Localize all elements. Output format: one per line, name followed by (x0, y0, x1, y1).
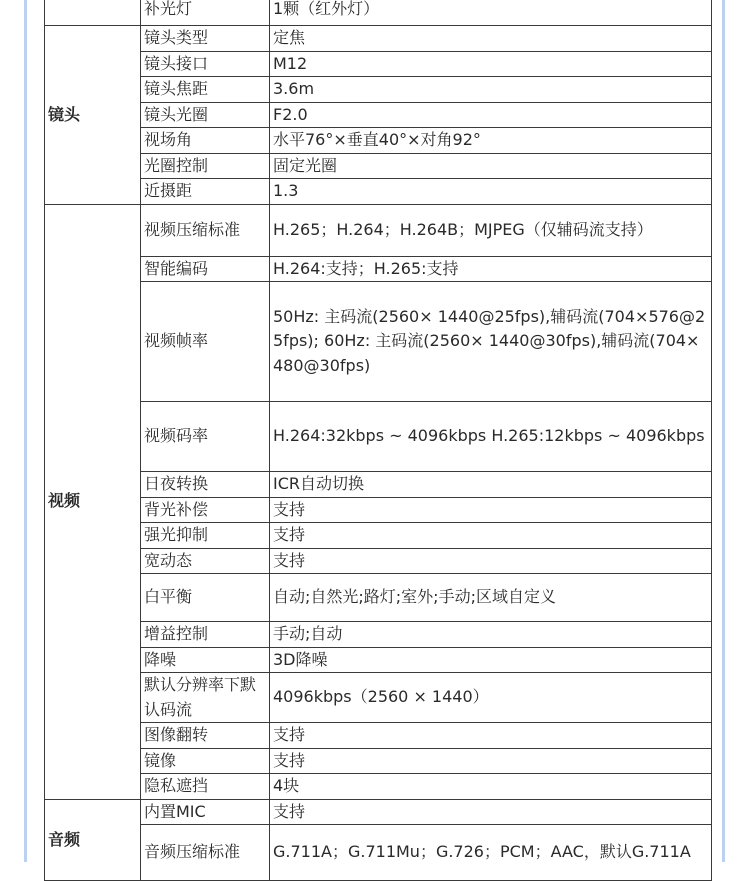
spec-row (45, 574, 712, 622)
row-value: 支持 (270, 748, 712, 774)
row-label: 默认分辨率下默认码流 (141, 673, 270, 723)
row-label: 图像翻转 (141, 723, 270, 749)
row-value: 自动;自然光;路灯;室外;手动;区域自定义 (270, 574, 712, 622)
spec-row (45, 128, 712, 154)
row-label: 内置MIC (141, 799, 270, 825)
row-value: 支持 (270, 548, 712, 574)
row-value: 水平76°×垂直40°×对角92° (270, 128, 712, 154)
row-label: 降噪 (141, 647, 270, 673)
row-value: 4块 (270, 774, 712, 800)
spec-row (45, 0, 712, 26)
row-label: 隐私遮挡 (141, 774, 270, 800)
row-label: 增益控制 (141, 622, 270, 648)
row-value: F2.0 (270, 102, 712, 128)
row-label: 背光补偿 (141, 497, 270, 523)
row-label: 视场角 (141, 128, 270, 154)
row-value: H.265；H.264；H.264B；MJPEG（仅辅码流支持） (270, 204, 712, 256)
row-value: 1颗（红外灯） (270, 0, 712, 26)
spec-row (45, 622, 712, 648)
row-value: 50Hz: 主码流(2560× 1440@25fps),辅码流(704×576@25fps); 60Hz: 主码流(2560× 1440@30fps),辅码流(704×480@30fps) (270, 282, 712, 402)
spec-row (45, 647, 712, 673)
spec-row (45, 256, 712, 282)
spec-row (45, 204, 712, 256)
spec-row (45, 548, 712, 574)
row-label: 光圈控制 (141, 153, 270, 179)
spec-row (45, 497, 712, 523)
spec-row (45, 748, 712, 774)
row-value: 固定光圈 (270, 153, 712, 179)
row-label: 白平衡 (141, 574, 270, 622)
spec-row (45, 799, 712, 825)
spec-row (45, 77, 712, 103)
spec-row (45, 472, 712, 498)
right-border-line (722, 0, 725, 862)
row-label: 镜头光圈 (141, 102, 270, 128)
spec-row (45, 723, 712, 749)
spec-row (45, 26, 712, 52)
row-value: H.264:支持；H.265:支持 (270, 256, 712, 282)
spec-row (45, 179, 712, 205)
section-title-lens: 镜头 (45, 26, 141, 205)
row-value: M12 (270, 51, 712, 77)
spec-row (45, 102, 712, 128)
row-label: 宽动态 (141, 548, 270, 574)
row-value: 支持 (270, 723, 712, 749)
section-title-video: 视频 (45, 204, 141, 799)
spec-row (45, 402, 712, 472)
row-label: 智能编码 (141, 256, 270, 282)
row-label: 强光抑制 (141, 523, 270, 549)
row-label: 视频帧率 (141, 282, 270, 402)
spec-row (45, 523, 712, 549)
left-border-line (24, 0, 27, 862)
spec-row (45, 153, 712, 179)
row-value: H.264:32kbps ~ 4096kbps H.265:12kbps ~ 4096kbps (270, 402, 712, 472)
row-value: 支持 (270, 497, 712, 523)
row-label: 近摄距 (141, 179, 270, 205)
row-label: 镜头焦距 (141, 77, 270, 103)
row-value: G.711A；G.711Mu；G.726；PCM；AAC，默认G.711A (270, 825, 712, 881)
row-label: 视频码率 (141, 402, 270, 472)
section-title-continued (45, 0, 141, 26)
row-value: ICR自动切换 (270, 472, 712, 498)
spec-row (45, 51, 712, 77)
spec-row (45, 774, 712, 800)
row-label: 镜像 (141, 748, 270, 774)
spec-row (45, 825, 712, 881)
section-title-audio: 音频 (45, 799, 141, 881)
row-label: 日夜转换 (141, 472, 270, 498)
row-label: 镜头接口 (141, 51, 270, 77)
row-value: 3.6m (270, 77, 712, 103)
row-value: 支持 (270, 523, 712, 549)
row-label: 视频压缩标准 (141, 204, 270, 256)
row-value: 支持 (270, 799, 712, 825)
row-label: 补光灯 (141, 0, 270, 26)
row-value: 1.3 (270, 179, 712, 205)
spec-table (44, 0, 712, 881)
spec-row (45, 673, 712, 723)
row-label: 镜头类型 (141, 26, 270, 52)
row-value: 定焦 (270, 26, 712, 52)
row-value: 4096kbps（2560 × 1440） (270, 673, 712, 723)
row-value: 手动;自动 (270, 622, 712, 648)
row-value: 3D降噪 (270, 647, 712, 673)
row-label: 音频压缩标准 (141, 825, 270, 881)
spec-row (45, 282, 712, 402)
